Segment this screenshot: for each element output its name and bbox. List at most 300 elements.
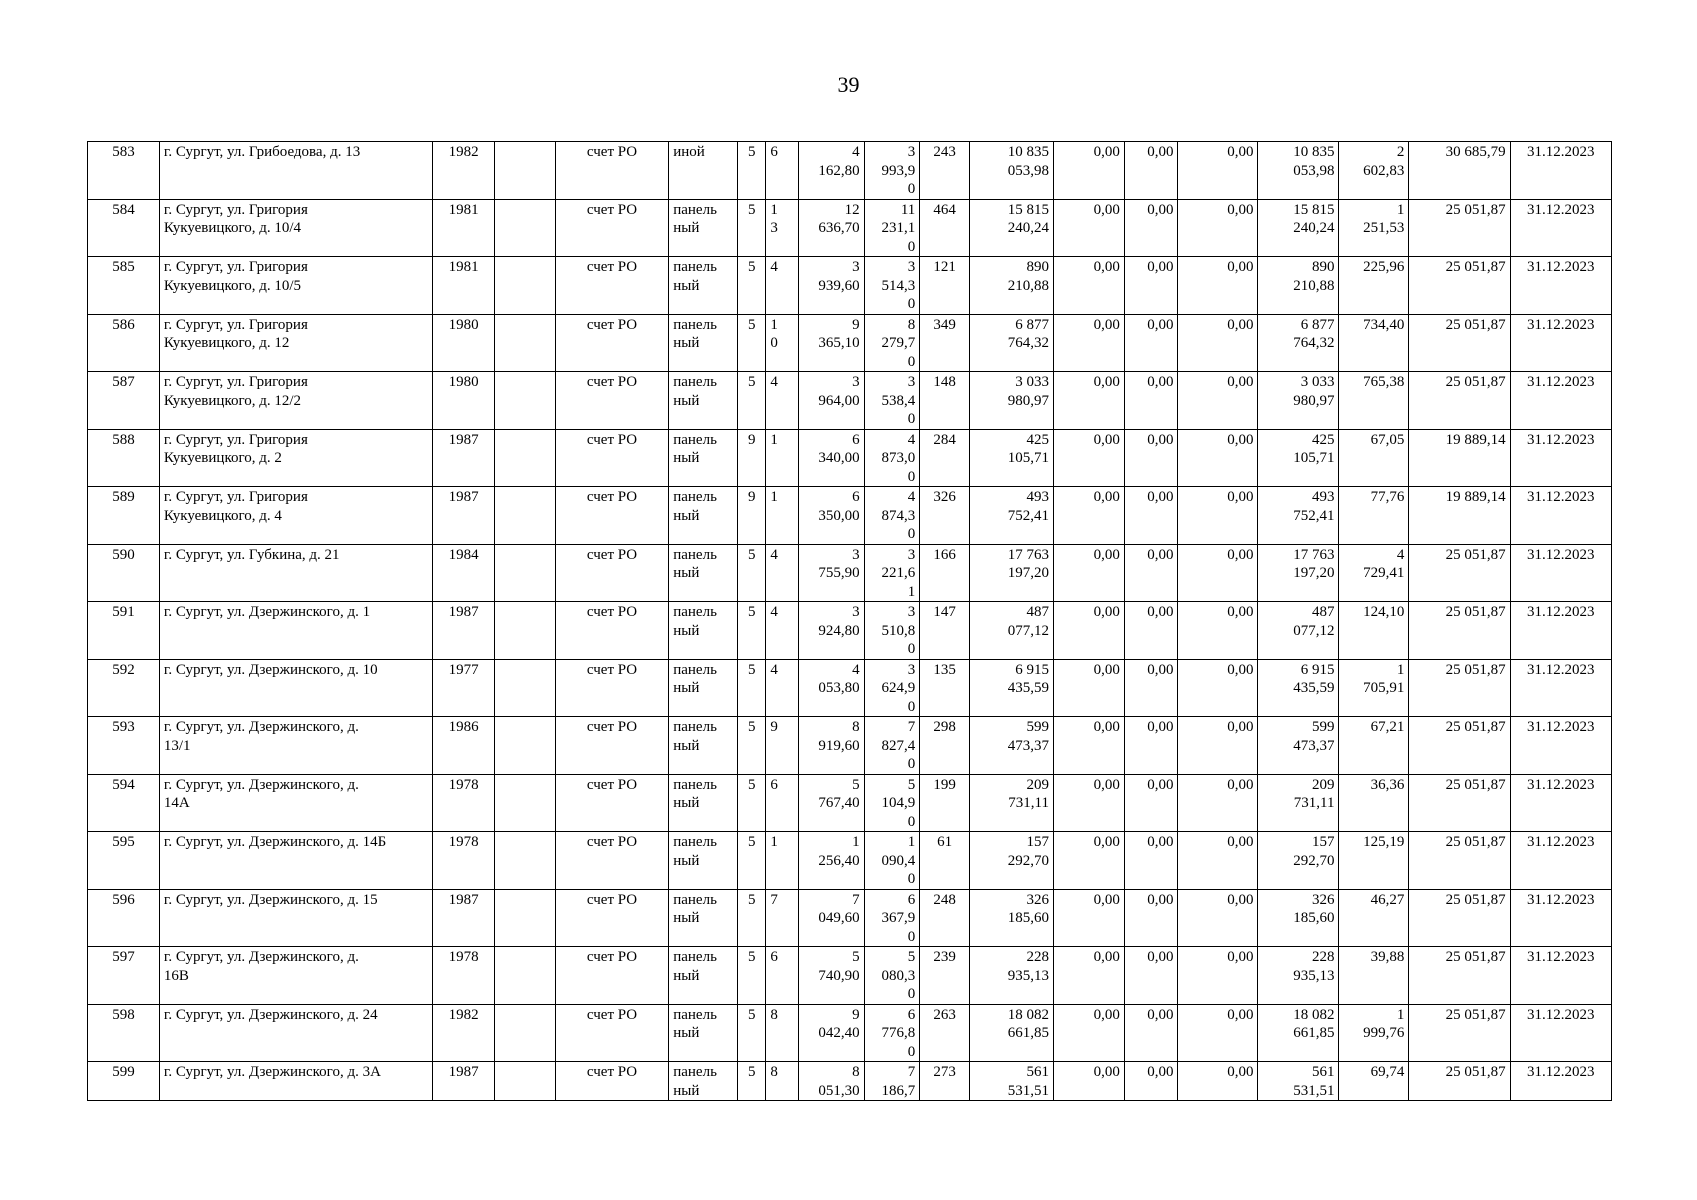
empty-cell xyxy=(495,429,556,487)
fund-source-2-cell: 0,00 xyxy=(1124,199,1178,257)
living-area-cell: 11 231,1 0 xyxy=(864,199,920,257)
floors-cell: 5 xyxy=(738,1062,766,1101)
fund-source-1-cell: 0,00 xyxy=(1053,314,1124,372)
floors-cell: 9 xyxy=(738,487,766,545)
total-cost-cell: 6 915 435,59 xyxy=(969,659,1053,717)
total-area-cell: 8 051,30 xyxy=(798,1062,864,1101)
fund-source-2-cell: 0,00 xyxy=(1124,1062,1178,1101)
living-area-cell: 5 104,9 0 xyxy=(864,774,920,832)
total-area-cell: 4 053,80 xyxy=(798,659,864,717)
fund-source-3-cell: 0,00 xyxy=(1178,257,1258,315)
row-number-cell: 585 xyxy=(88,257,160,315)
total-cost-cell: 10 835 053,98 xyxy=(969,142,1053,200)
total-cost-cell: 18 082 661,85 xyxy=(969,1004,1053,1062)
total-cost-cell: 890 210,88 xyxy=(969,257,1053,315)
fund-source-1-cell: 0,00 xyxy=(1053,142,1124,200)
deadline-date-cell: 31.12.2023 xyxy=(1510,257,1611,315)
deadline-date-cell: 31.12.2023 xyxy=(1510,832,1611,890)
wall-material-cell: панель ный xyxy=(669,717,738,775)
fund-method-cell: счет РО xyxy=(555,372,668,430)
year-cell: 1982 xyxy=(433,1004,495,1062)
fund-source-3-cell: 0,00 xyxy=(1178,602,1258,660)
address-cell: г. Сургут, ул. Григория Кукуевицкого, д. 12 xyxy=(159,314,432,372)
total-area-cell: 6 340,00 xyxy=(798,429,864,487)
residents-cell: 263 xyxy=(920,1004,970,1062)
fund-method-cell: счет РО xyxy=(555,1062,668,1101)
residents-cell: 273 xyxy=(920,1062,970,1101)
floors-cell: 5 xyxy=(738,717,766,775)
table-row xyxy=(88,487,1612,545)
total-cost-cell: 228 935,13 xyxy=(969,947,1053,1005)
fund-method-cell: счет РО xyxy=(555,199,668,257)
fund-source-3-cell: 0,00 xyxy=(1178,199,1258,257)
fund-source-1-cell: 0,00 xyxy=(1053,659,1124,717)
total-area-cell: 7 049,60 xyxy=(798,889,864,947)
owners-funds-cell: 326 185,60 xyxy=(1258,889,1339,947)
fund-source-2-cell: 0,00 xyxy=(1124,487,1178,545)
limit-cost-cell: 19 889,14 xyxy=(1409,429,1510,487)
living-area-cell: 6 367,9 0 xyxy=(864,889,920,947)
fund-source-3-cell: 0,00 xyxy=(1178,774,1258,832)
row-number-cell: 599 xyxy=(88,1062,160,1101)
year-cell: 1978 xyxy=(433,774,495,832)
fund-source-1-cell: 0,00 xyxy=(1053,947,1124,1005)
year-cell: 1981 xyxy=(433,199,495,257)
residents-cell: 121 xyxy=(920,257,970,315)
floors-cell: 5 xyxy=(738,1004,766,1062)
row-number-cell: 586 xyxy=(88,314,160,372)
fund-method-cell: счет РО xyxy=(555,717,668,775)
table-row xyxy=(88,314,1612,372)
limit-cost-cell: 25 051,87 xyxy=(1409,659,1510,717)
limit-cost-cell: 25 051,87 xyxy=(1409,1004,1510,1062)
row-number-cell: 596 xyxy=(88,889,160,947)
fund-source-1-cell: 0,00 xyxy=(1053,487,1124,545)
year-cell: 1978 xyxy=(433,947,495,1005)
empty-cell xyxy=(495,717,556,775)
owners-funds-cell: 10 835 053,98 xyxy=(1258,142,1339,200)
fund-source-2-cell: 0,00 xyxy=(1124,544,1178,602)
deadline-date-cell: 31.12.2023 xyxy=(1510,774,1611,832)
entrances-cell: 7 xyxy=(766,889,798,947)
total-cost-cell: 3 033 980,97 xyxy=(969,372,1053,430)
cost-per-m2-cell: 225,96 xyxy=(1339,257,1409,315)
empty-cell xyxy=(495,1004,556,1062)
address-cell: г. Сургут, ул. Грибоедова, д. 13 xyxy=(159,142,432,200)
living-area-cell: 3 624,9 0 xyxy=(864,659,920,717)
owners-funds-cell: 6 915 435,59 xyxy=(1258,659,1339,717)
row-number-cell: 594 xyxy=(88,774,160,832)
deadline-date-cell: 31.12.2023 xyxy=(1510,1004,1611,1062)
fund-source-1-cell: 0,00 xyxy=(1053,544,1124,602)
fund-method-cell: счет РО xyxy=(555,1004,668,1062)
total-area-cell: 3 755,90 xyxy=(798,544,864,602)
empty-cell xyxy=(495,544,556,602)
limit-cost-cell: 25 051,87 xyxy=(1409,602,1510,660)
register-body xyxy=(88,142,1612,1101)
total-cost-cell: 209 731,11 xyxy=(969,774,1053,832)
wall-material-cell: панель ный xyxy=(669,774,738,832)
total-cost-cell: 493 752,41 xyxy=(969,487,1053,545)
fund-source-2-cell: 0,00 xyxy=(1124,602,1178,660)
fund-source-2-cell: 0,00 xyxy=(1124,717,1178,775)
cost-per-m2-cell: 765,38 xyxy=(1339,372,1409,430)
owners-funds-cell: 209 731,11 xyxy=(1258,774,1339,832)
table-row xyxy=(88,199,1612,257)
entrances-cell: 6 xyxy=(766,947,798,1005)
entrances-cell: 1 xyxy=(766,429,798,487)
wall-material-cell: панель ный xyxy=(669,602,738,660)
total-area-cell: 1 256,40 xyxy=(798,832,864,890)
living-area-cell: 3 538,4 0 xyxy=(864,372,920,430)
cost-per-m2-cell: 2 602,83 xyxy=(1339,142,1409,200)
cost-per-m2-cell: 46,27 xyxy=(1339,889,1409,947)
row-number-cell: 598 xyxy=(88,1004,160,1062)
cost-per-m2-cell: 39,88 xyxy=(1339,947,1409,1005)
fund-source-1-cell: 0,00 xyxy=(1053,199,1124,257)
residents-cell: 135 xyxy=(920,659,970,717)
entrances-cell: 4 xyxy=(766,257,798,315)
fund-source-2-cell: 0,00 xyxy=(1124,372,1178,430)
floors-cell: 5 xyxy=(738,659,766,717)
total-area-cell: 9 365,10 xyxy=(798,314,864,372)
cost-per-m2-cell: 1 251,53 xyxy=(1339,199,1409,257)
living-area-cell: 3 510,8 0 xyxy=(864,602,920,660)
wall-material-cell: панель ный xyxy=(669,199,738,257)
table-row xyxy=(88,544,1612,602)
floors-cell: 5 xyxy=(738,372,766,430)
table-row xyxy=(88,947,1612,1005)
wall-material-cell: панель ный xyxy=(669,659,738,717)
limit-cost-cell: 25 051,87 xyxy=(1409,947,1510,1005)
floors-cell: 5 xyxy=(738,602,766,660)
address-cell: г. Сургут, ул. Губкина, д. 21 xyxy=(159,544,432,602)
owners-funds-cell: 3 033 980,97 xyxy=(1258,372,1339,430)
deadline-date-cell: 31.12.2023 xyxy=(1510,947,1611,1005)
deadline-date-cell: 31.12.2023 xyxy=(1510,1062,1611,1101)
wall-material-cell: панель ный xyxy=(669,487,738,545)
cost-per-m2-cell: 125,19 xyxy=(1339,832,1409,890)
year-cell: 1981 xyxy=(433,257,495,315)
table-row xyxy=(88,774,1612,832)
limit-cost-cell: 25 051,87 xyxy=(1409,774,1510,832)
cost-per-m2-cell: 1 999,76 xyxy=(1339,1004,1409,1062)
address-cell: г. Сургут, ул. Дзержинского, д. 16В xyxy=(159,947,432,1005)
fund-source-3-cell: 0,00 xyxy=(1178,544,1258,602)
total-area-cell: 9 042,40 xyxy=(798,1004,864,1062)
year-cell: 1987 xyxy=(433,602,495,660)
table-row xyxy=(88,1004,1612,1062)
fund-source-3-cell: 0,00 xyxy=(1178,1004,1258,1062)
entrances-cell: 1 xyxy=(766,832,798,890)
residents-cell: 239 xyxy=(920,947,970,1005)
deadline-date-cell: 31.12.2023 xyxy=(1510,717,1611,775)
living-area-cell: 4 874,3 0 xyxy=(864,487,920,545)
fund-source-1-cell: 0,00 xyxy=(1053,774,1124,832)
total-cost-cell: 561 531,51 xyxy=(969,1062,1053,1101)
cost-per-m2-cell: 4 729,41 xyxy=(1339,544,1409,602)
entrances-cell: 8 xyxy=(766,1004,798,1062)
housing-register-table xyxy=(87,141,1612,1101)
total-cost-cell: 157 292,70 xyxy=(969,832,1053,890)
wall-material-cell: иной xyxy=(669,142,738,200)
address-cell: г. Сургут, ул. Григория Кукуевицкого, д. 2 xyxy=(159,429,432,487)
living-area-cell: 4 873,0 0 xyxy=(864,429,920,487)
living-area-cell: 3 514,3 0 xyxy=(864,257,920,315)
row-number-cell: 589 xyxy=(88,487,160,545)
table-row xyxy=(88,429,1612,487)
wall-material-cell: панель ный xyxy=(669,257,738,315)
total-cost-cell: 487 077,12 xyxy=(969,602,1053,660)
empty-cell xyxy=(495,314,556,372)
empty-cell xyxy=(495,372,556,430)
floors-cell: 5 xyxy=(738,774,766,832)
address-cell: г. Сургут, ул. Дзержинского, д. 1 xyxy=(159,602,432,660)
fund-source-3-cell: 0,00 xyxy=(1178,947,1258,1005)
living-area-cell: 1 090,4 0 xyxy=(864,832,920,890)
owners-funds-cell: 599 473,37 xyxy=(1258,717,1339,775)
row-number-cell: 597 xyxy=(88,947,160,1005)
residents-cell: 61 xyxy=(920,832,970,890)
entrances-cell: 6 xyxy=(766,774,798,832)
address-cell: г. Сургут, ул. Григория Кукуевицкого, д. 10/4 xyxy=(159,199,432,257)
entrances-cell: 1 xyxy=(766,487,798,545)
table-row xyxy=(88,889,1612,947)
fund-source-2-cell: 0,00 xyxy=(1124,659,1178,717)
limit-cost-cell: 19 889,14 xyxy=(1409,487,1510,545)
empty-cell xyxy=(495,947,556,1005)
address-cell: г. Сургут, ул. Дзержинского, д. 24 xyxy=(159,1004,432,1062)
year-cell: 1982 xyxy=(433,142,495,200)
row-number-cell: 588 xyxy=(88,429,160,487)
year-cell: 1980 xyxy=(433,314,495,372)
total-area-cell: 3 964,00 xyxy=(798,372,864,430)
limit-cost-cell: 25 051,87 xyxy=(1409,717,1510,775)
empty-cell xyxy=(495,659,556,717)
total-area-cell: 3 939,60 xyxy=(798,257,864,315)
deadline-date-cell: 31.12.2023 xyxy=(1510,602,1611,660)
deadline-date-cell: 31.12.2023 xyxy=(1510,142,1611,200)
fund-source-1-cell: 0,00 xyxy=(1053,372,1124,430)
entrances-cell: 1 0 xyxy=(766,314,798,372)
fund-source-1-cell: 0,00 xyxy=(1053,602,1124,660)
fund-source-3-cell: 0,00 xyxy=(1178,659,1258,717)
floors-cell: 5 xyxy=(738,199,766,257)
deadline-date-cell: 31.12.2023 xyxy=(1510,659,1611,717)
row-number-cell: 592 xyxy=(88,659,160,717)
table-row xyxy=(88,602,1612,660)
entrances-cell: 6 xyxy=(766,142,798,200)
living-area-cell: 7 827,4 0 xyxy=(864,717,920,775)
residents-cell: 326 xyxy=(920,487,970,545)
entrances-cell: 4 xyxy=(766,659,798,717)
deadline-date-cell: 31.12.2023 xyxy=(1510,429,1611,487)
cost-per-m2-cell: 124,10 xyxy=(1339,602,1409,660)
residents-cell: 248 xyxy=(920,889,970,947)
page-number: 39 xyxy=(837,72,860,97)
deadline-date-cell: 31.12.2023 xyxy=(1510,372,1611,430)
total-cost-cell: 599 473,37 xyxy=(969,717,1053,775)
wall-material-cell: панель ный xyxy=(669,1062,738,1101)
entrances-cell: 4 xyxy=(766,544,798,602)
fund-source-3-cell: 0,00 xyxy=(1178,142,1258,200)
fund-method-cell: счет РО xyxy=(555,774,668,832)
fund-source-3-cell: 0,00 xyxy=(1178,1062,1258,1101)
empty-cell xyxy=(495,832,556,890)
owners-funds-cell: 6 877 764,32 xyxy=(1258,314,1339,372)
limit-cost-cell: 30 685,79 xyxy=(1409,142,1510,200)
fund-source-2-cell: 0,00 xyxy=(1124,257,1178,315)
total-area-cell: 5 740,90 xyxy=(798,947,864,1005)
fund-method-cell: счет РО xyxy=(555,429,668,487)
limit-cost-cell: 25 051,87 xyxy=(1409,372,1510,430)
deadline-date-cell: 31.12.2023 xyxy=(1510,199,1611,257)
row-number-cell: 587 xyxy=(88,372,160,430)
residents-cell: 199 xyxy=(920,774,970,832)
residents-cell: 148 xyxy=(920,372,970,430)
entrances-cell: 4 xyxy=(766,372,798,430)
fund-source-2-cell: 0,00 xyxy=(1124,429,1178,487)
fund-method-cell: счет РО xyxy=(555,889,668,947)
limit-cost-cell: 25 051,87 xyxy=(1409,257,1510,315)
year-cell: 1987 xyxy=(433,1062,495,1101)
total-area-cell: 8 919,60 xyxy=(798,717,864,775)
limit-cost-cell: 25 051,87 xyxy=(1409,832,1510,890)
fund-method-cell: счет РО xyxy=(555,257,668,315)
owners-funds-cell: 17 763 197,20 xyxy=(1258,544,1339,602)
empty-cell xyxy=(495,602,556,660)
fund-source-2-cell: 0,00 xyxy=(1124,142,1178,200)
year-cell: 1987 xyxy=(433,889,495,947)
row-number-cell: 590 xyxy=(88,544,160,602)
fund-source-1-cell: 0,00 xyxy=(1053,889,1124,947)
cost-per-m2-cell: 67,05 xyxy=(1339,429,1409,487)
fund-source-3-cell: 0,00 xyxy=(1178,487,1258,545)
row-number-cell: 593 xyxy=(88,717,160,775)
total-area-cell: 4 162,80 xyxy=(798,142,864,200)
owners-funds-cell: 157 292,70 xyxy=(1258,832,1339,890)
total-cost-cell: 15 815 240,24 xyxy=(969,199,1053,257)
cost-per-m2-cell: 67,21 xyxy=(1339,717,1409,775)
floors-cell: 5 xyxy=(738,257,766,315)
table-row xyxy=(88,1062,1612,1101)
residents-cell: 166 xyxy=(920,544,970,602)
total-area-cell: 3 924,80 xyxy=(798,602,864,660)
limit-cost-cell: 25 051,87 xyxy=(1409,544,1510,602)
living-area-cell: 3 993,9 0 xyxy=(864,142,920,200)
owners-funds-cell: 493 752,41 xyxy=(1258,487,1339,545)
year-cell: 1986 xyxy=(433,717,495,775)
fund-source-1-cell: 0,00 xyxy=(1053,429,1124,487)
wall-material-cell: панель ный xyxy=(669,429,738,487)
table-row xyxy=(88,717,1612,775)
total-area-cell: 5 767,40 xyxy=(798,774,864,832)
floors-cell: 5 xyxy=(738,142,766,200)
fund-method-cell: счет РО xyxy=(555,947,668,1005)
residents-cell: 147 xyxy=(920,602,970,660)
wall-material-cell: панель ный xyxy=(669,372,738,430)
row-number-cell: 584 xyxy=(88,199,160,257)
entrances-cell: 1 3 xyxy=(766,199,798,257)
deadline-date-cell: 31.12.2023 xyxy=(1510,314,1611,372)
owners-funds-cell: 18 082 661,85 xyxy=(1258,1004,1339,1062)
living-area-cell: 3 221,6 1 xyxy=(864,544,920,602)
fund-source-3-cell: 0,00 xyxy=(1178,372,1258,430)
fund-method-cell: счет РО xyxy=(555,602,668,660)
fund-source-1-cell: 0,00 xyxy=(1053,257,1124,315)
address-cell: г. Сургут, ул. Дзержинского, д. 15 xyxy=(159,889,432,947)
empty-cell xyxy=(495,1062,556,1101)
total-area-cell: 6 350,00 xyxy=(798,487,864,545)
address-cell: г. Сургут, ул. Григория Кукуевицкого, д. 12/2 xyxy=(159,372,432,430)
limit-cost-cell: 25 051,87 xyxy=(1409,889,1510,947)
year-cell: 1978 xyxy=(433,832,495,890)
address-cell: г. Сургут, ул. Григория Кукуевицкого, д. 10/5 xyxy=(159,257,432,315)
year-cell: 1987 xyxy=(433,487,495,545)
total-cost-cell: 6 877 764,32 xyxy=(969,314,1053,372)
table-row xyxy=(88,257,1612,315)
fund-source-2-cell: 0,00 xyxy=(1124,889,1178,947)
fund-method-cell: счет РО xyxy=(555,832,668,890)
table-row xyxy=(88,372,1612,430)
floors-cell: 5 xyxy=(738,314,766,372)
limit-cost-cell: 25 051,87 xyxy=(1409,199,1510,257)
table-row xyxy=(88,659,1612,717)
deadline-date-cell: 31.12.2023 xyxy=(1510,889,1611,947)
fund-source-1-cell: 0,00 xyxy=(1053,717,1124,775)
living-area-cell: 7 186,7 xyxy=(864,1062,920,1101)
living-area-cell: 6 776,8 0 xyxy=(864,1004,920,1062)
empty-cell xyxy=(495,487,556,545)
year-cell: 1987 xyxy=(433,429,495,487)
address-cell: г. Сургут, ул. Григория Кукуевицкого, д. 4 xyxy=(159,487,432,545)
total-cost-cell: 17 763 197,20 xyxy=(969,544,1053,602)
floors-cell: 9 xyxy=(738,429,766,487)
limit-cost-cell: 25 051,87 xyxy=(1409,1062,1510,1101)
cost-per-m2-cell: 734,40 xyxy=(1339,314,1409,372)
year-cell: 1980 xyxy=(433,372,495,430)
total-cost-cell: 425 105,71 xyxy=(969,429,1053,487)
owners-funds-cell: 425 105,71 xyxy=(1258,429,1339,487)
empty-cell xyxy=(495,889,556,947)
fund-source-3-cell: 0,00 xyxy=(1178,832,1258,890)
cost-per-m2-cell: 36,36 xyxy=(1339,774,1409,832)
fund-source-2-cell: 0,00 xyxy=(1124,1004,1178,1062)
wall-material-cell: панель ный xyxy=(669,832,738,890)
total-cost-cell: 326 185,60 xyxy=(969,889,1053,947)
row-number-cell: 591 xyxy=(88,602,160,660)
fund-source-2-cell: 0,00 xyxy=(1124,774,1178,832)
owners-funds-cell: 561 531,51 xyxy=(1258,1062,1339,1101)
fund-source-2-cell: 0,00 xyxy=(1124,947,1178,1005)
year-cell: 1977 xyxy=(433,659,495,717)
owners-funds-cell: 890 210,88 xyxy=(1258,257,1339,315)
fund-source-2-cell: 0,00 xyxy=(1124,314,1178,372)
fund-source-1-cell: 0,00 xyxy=(1053,832,1124,890)
fund-source-3-cell: 0,00 xyxy=(1178,314,1258,372)
floors-cell: 5 xyxy=(738,947,766,1005)
fund-source-3-cell: 0,00 xyxy=(1178,717,1258,775)
wall-material-cell: панель ный xyxy=(669,544,738,602)
fund-source-1-cell: 0,00 xyxy=(1053,1062,1124,1101)
wall-material-cell: панель ный xyxy=(669,1004,738,1062)
fund-method-cell: счет РО xyxy=(555,142,668,200)
owners-funds-cell: 15 815 240,24 xyxy=(1258,199,1339,257)
owners-funds-cell: 228 935,13 xyxy=(1258,947,1339,1005)
floors-cell: 5 xyxy=(738,832,766,890)
limit-cost-cell: 25 051,87 xyxy=(1409,314,1510,372)
empty-cell xyxy=(495,199,556,257)
